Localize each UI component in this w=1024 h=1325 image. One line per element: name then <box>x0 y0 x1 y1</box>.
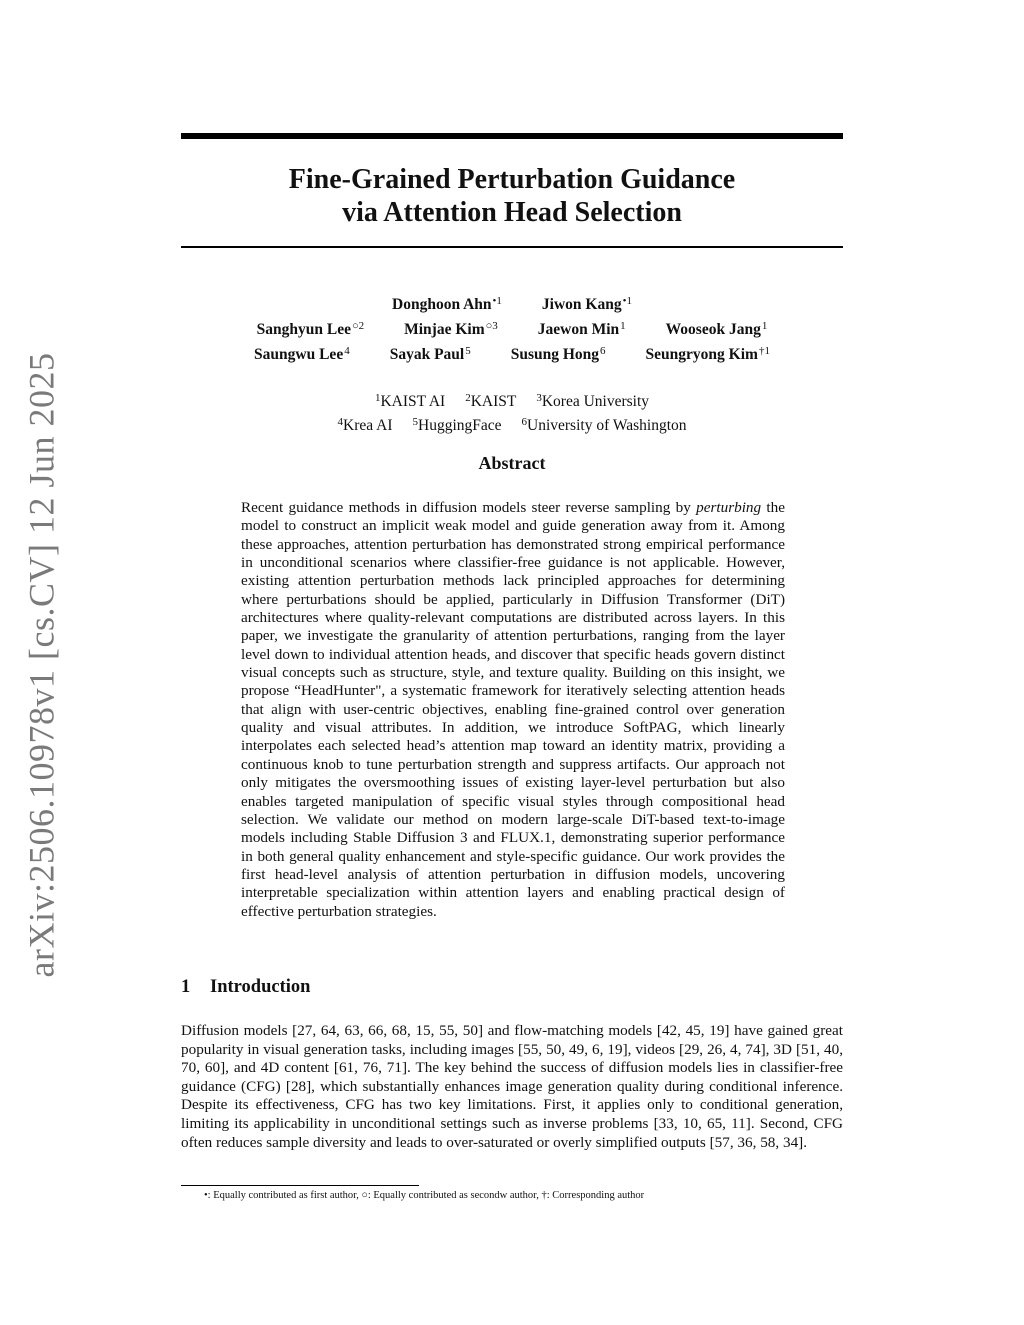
title-top-rule <box>181 133 843 139</box>
author: Donghoon Ahn$^{•1}$ <box>392 295 502 313</box>
paper-title <box>181 163 843 229</box>
title-line-2: via Attention Head Selection <box>342 197 682 228</box>
abstract-emphasis: perturbing <box>696 499 762 516</box>
introduction-paragraph: Diffusion models [27, 64, 63, 66, 68, 15, 55, 50] and flow-matching models [42, 45, 19] have gained great popularity in visual generation tasks, including images [55, 50, 49, 6, 19], videos [29, 26, 4, 74], 3D [51, 40, 70, 60], and 4D content [61, 76, 71]. The key behind the success of diffusion models lies in classifier-free guidance (CFG) [28], which substantially enhances image generation quality during conditional inference. Despite its effectiveness, CFG has two key limitations. First, it applies only to conditional generation, limiting its applicability in unconditional settings such as inverse problems [33, 10, 65, 11]. Second, CFG often reduces sample diversity and leads to over-saturated or overly simplified outputs [57, 36, 58, 34]. <box>181 1022 843 1151</box>
affiliation: $^2$KAIST <box>465 391 517 410</box>
section-heading-introduction <box>181 977 843 998</box>
author: Seungryong Kim$^{\dagger 1}$ <box>645 345 770 363</box>
affiliation: $^4$Krea AI <box>337 415 393 434</box>
affiliation: $^3$Korea University <box>536 391 650 410</box>
author: Sayak Paul$^5$ <box>389 345 471 363</box>
title-bottom-rule <box>181 246 843 248</box>
arxiv-sidebar-stamp <box>14 352 68 978</box>
author: Jiwon Kang$^{•1}$ <box>541 295 632 313</box>
affiliation-row <box>181 389 843 413</box>
author-row <box>181 342 843 367</box>
author: Saungwu Lee$^4$ <box>254 345 350 363</box>
author-row <box>181 292 843 317</box>
author: Sanghyun Lee$^{○2}$ <box>256 320 365 338</box>
author-row <box>181 317 843 342</box>
author-list <box>181 292 843 367</box>
affiliation-row <box>181 413 843 437</box>
affiliation-list <box>181 389 843 437</box>
author: Wooseok Jang$^1$ <box>665 320 768 338</box>
affiliation: $^1$KAIST AI <box>374 391 446 410</box>
affiliation: $^6$University of Washington <box>521 415 687 434</box>
author: Minjae Kim$^{○3}$ <box>404 320 498 338</box>
footnote: •: Equally contributed as first author, ○: Equally contributed as secondw author, †: Corresponding author <box>204 1190 645 1201</box>
affiliation: $^5$HuggingFace <box>412 415 502 434</box>
section-number: 1 <box>181 977 191 997</box>
author: Jaewon Min$^1$ <box>537 320 626 338</box>
abstract-heading: Abstract <box>478 453 546 473</box>
author: Susung Hong$^6$ <box>510 345 606 363</box>
title-line-1: Fine-Grained Perturbation Guidance <box>288 164 736 195</box>
abstract-body: Recent guidance methods in diffusion models steer reverse sampling by perturbing the model to construct an implicit weak model and guide generation away from it. Among these approaches, attention perturbation has demonstrated strong empirical performance in unconditional scenarios where classifier-free guidance is not applicable. However, existing attention perturbation methods lack principled approaches for determining where perturbations should be applied, particularly in Diffusion Transformer (DiT) architectures where quality-relevant computations are distributed across layers. In this paper, we investigate the granularity of attention perturbations, ranging from the layer level down to individual attention heads, and discover that specific heads govern distinct visual concepts such as structure, style, and texture quality. Building on this insight, we propose “HeadHunter", a systematic framework for iteratively selecting attention heads that align with user-centric objectives, enabling fine-grained control over generation quality and visual attributes. In addition, we introduce SoftPAG, which linearly interpolates each selected head’s attention map toward an identity matrix, providing a continuous knob to tune perturbation strength and suppress artifacts. Our approach not only mitigates the oversmoothing issues of existing layer-level perturbation but also enables targeted manipulation of specific visual styles through compositional head selection. We validate our method on modern large-scale DiT-based text-to-image models including Stable Diffusion 3 and FLUX.1, demonstrating superior performance in both general quality enhancement and style-specific guidance. Our work provides the first head-level analysis of attention perturbation in diffusion models, uncovering interpretable specialization within attention layers and enabling practical design of effective perturbation strategies. <box>241 499 785 920</box>
section-title: Introduction <box>210 977 311 997</box>
footnote-rule <box>181 1185 419 1186</box>
arxiv-identifier: arXiv:2506.10978v1 [cs.CV] 12 Jun 2025 <box>21 352 62 978</box>
